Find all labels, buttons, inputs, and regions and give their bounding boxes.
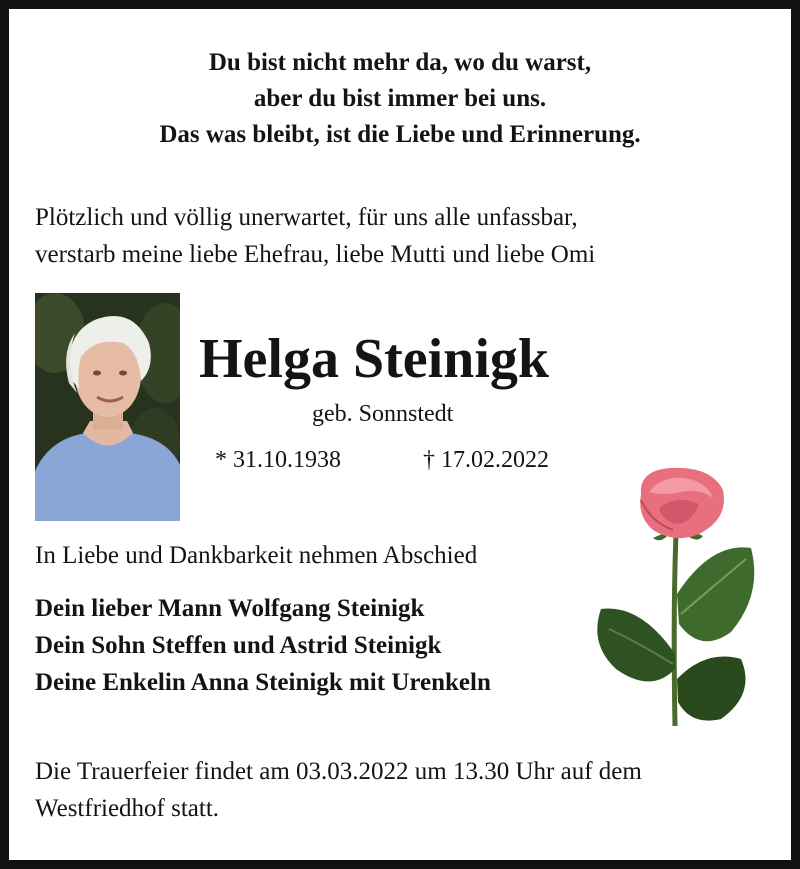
service-line-2: Westfriedhof statt. — [35, 795, 220, 822]
maiden-name: geb. Sonnstedt — [312, 401, 454, 427]
poem-line-3: Das was bleibt, ist die Liebe und Erinnerung. — [159, 121, 641, 148]
poem-line-2: aber du bist immer bei uns. — [253, 85, 547, 112]
poem — [9, 45, 791, 153]
portrait-icon — [35, 293, 180, 521]
service-line-1: Die Trauerfeier findet am 03.03.2022 um 13.30 Uhr auf dem — [35, 758, 642, 785]
intro-text — [35, 199, 595, 273]
intro-line-1: Plötzlich und völlig unerwartet, für uns alle unfassbar, — [35, 204, 578, 231]
portrait-photo — [35, 293, 180, 521]
rose-illustration — [581, 464, 771, 729]
death-date: † 17.02.2022 — [423, 447, 549, 473]
farewell-text: In Liebe und Dankbarkeit nehmen Abschied — [35, 542, 478, 569]
family-list — [35, 590, 491, 701]
family-member: Dein Sohn Steffen und Astrid Steinigk — [35, 632, 442, 659]
family-member: Deine Enkelin Anna Steinigk mit Urenkeln — [35, 669, 491, 696]
poem-line-1: Du bist nicht mehr da, wo du warst, — [208, 49, 592, 76]
deceased-name: Helga Steinigk — [199, 328, 550, 390]
family-member: Dein lieber Mann Wolfgang Steinigk — [35, 595, 425, 622]
intro-line-2: verstarb meine liebe Ehefrau, liebe Mutti und liebe Omi — [35, 241, 596, 268]
funeral-service-info — [35, 753, 642, 827]
rose-icon — [581, 464, 771, 729]
birth-date: * 31.10.1938 — [215, 447, 341, 473]
